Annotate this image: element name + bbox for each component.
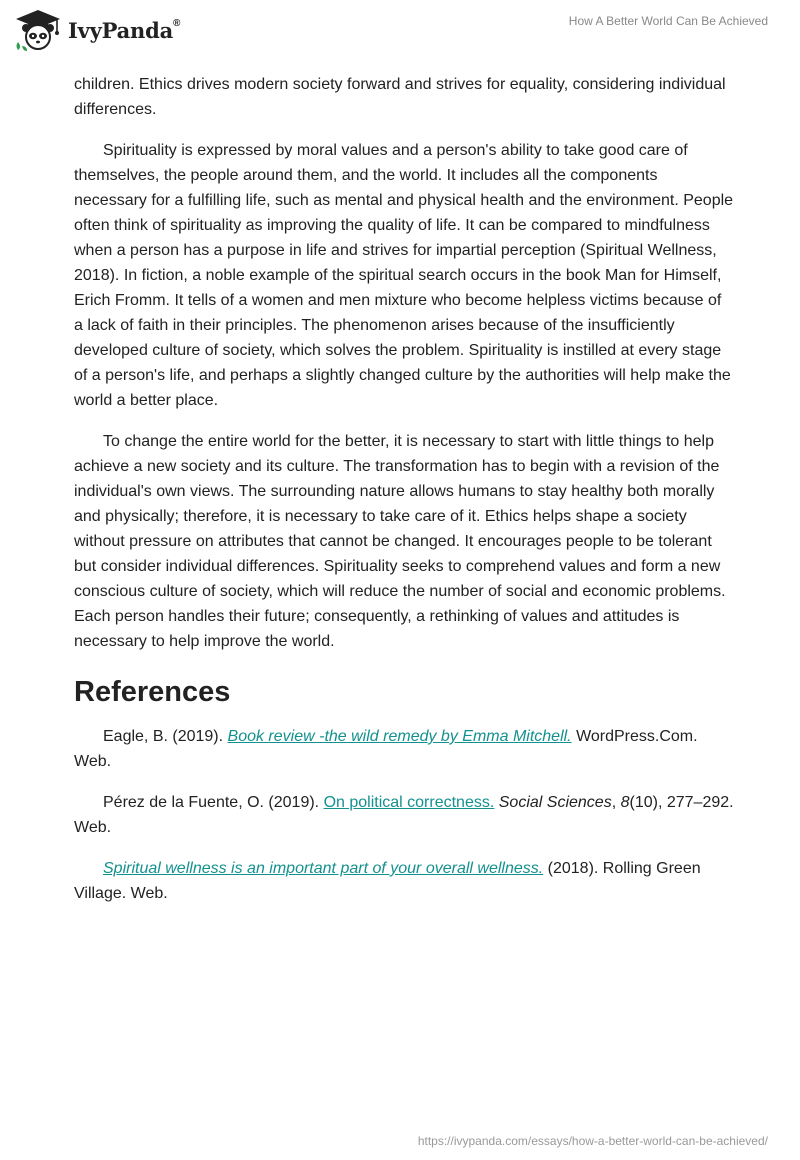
paragraph: Spirituality is expressed by moral values and a person's ability to take good care of themselves, the people around them, and the world. It includes all the components necessary for a fulfilling life, such as mental and physical health and the environment. People often think of spirituality as improving the quality of life. It can be compared to mindfulness when a person has a purpose in life and strives for impartial perception (Spiritual Wellness, 2018). In fiction, a noble example of the spiritual search occurs in the book Man for Himself, Erich Fromm. It tells of a women and men mixture who become helpless victims because of a lack of faith in their principles. The phenomenon arises because of the insufficiently developed culture of society, which solves the problem. Spirituality is instilled at every stage of a person's life, and perhaps a slightly changed culture by the authorities will help make the world a better place. xyxy=(74,142,734,409)
reference-entry: Eagle, B. (2019). Book review -the wild remedy by Emma Mitchell. WordPress.Com. Web. xyxy=(74,728,698,770)
journal-volume: 8 xyxy=(620,794,630,811)
references-heading: References xyxy=(74,676,231,708)
ivypanda-logo[interactable] xyxy=(14,8,180,52)
paragraph: children. Ethics drives modern society forward and strives for equality, considering individual differences. xyxy=(74,76,726,118)
reference-link[interactable]: Spiritual wellness is an important part of your overall wellness. xyxy=(103,860,544,877)
reference-link[interactable]: On political correctness. xyxy=(323,794,495,811)
panda-graduate-icon xyxy=(14,8,62,52)
essay-content xyxy=(74,72,734,922)
reference-entry: Spiritual wellness is an important part of your overall wellness. (2018). Rolling Green Village. Web. xyxy=(74,860,701,902)
reference-link[interactable]: Book review -the wild remedy by Emma Mitchell. xyxy=(227,728,572,745)
footer-url: https://ivypanda.com/essays/how-a-better-world-can-be-achieved/ xyxy=(417,1134,768,1148)
paragraph: To change the entire world for the better, it is necessary to start with little things to help achieve a new society and its culture. The transformation has to begin with a revision of the individual's own views. The surrounding nature allows humans to stay healthy both morally and physically; therefore, it is necessary to take care of it. Ethics helps shape a society without pressure on attributes that cannot be changed. It encourages people to be tolerant but consider individual differences. Spirituality seeks to comprehend values and form a new conscious culture of society, which will reduce the number of social and economic problems. Each person handles their future; consequently, a rethinking of values and attitudes is necessary to help improve the world. xyxy=(74,433,726,650)
brand-name: IvyPanda® xyxy=(68,17,181,43)
page-header xyxy=(0,0,800,70)
reference-entry: Pérez de la Fuente, O. (2019). On political correctness. Social Sciences, 8(10), 277–292. Web. xyxy=(74,794,734,836)
journal-name: Social Sciences xyxy=(498,794,612,811)
running-title: How A Better World Can Be Achieved xyxy=(568,14,768,28)
